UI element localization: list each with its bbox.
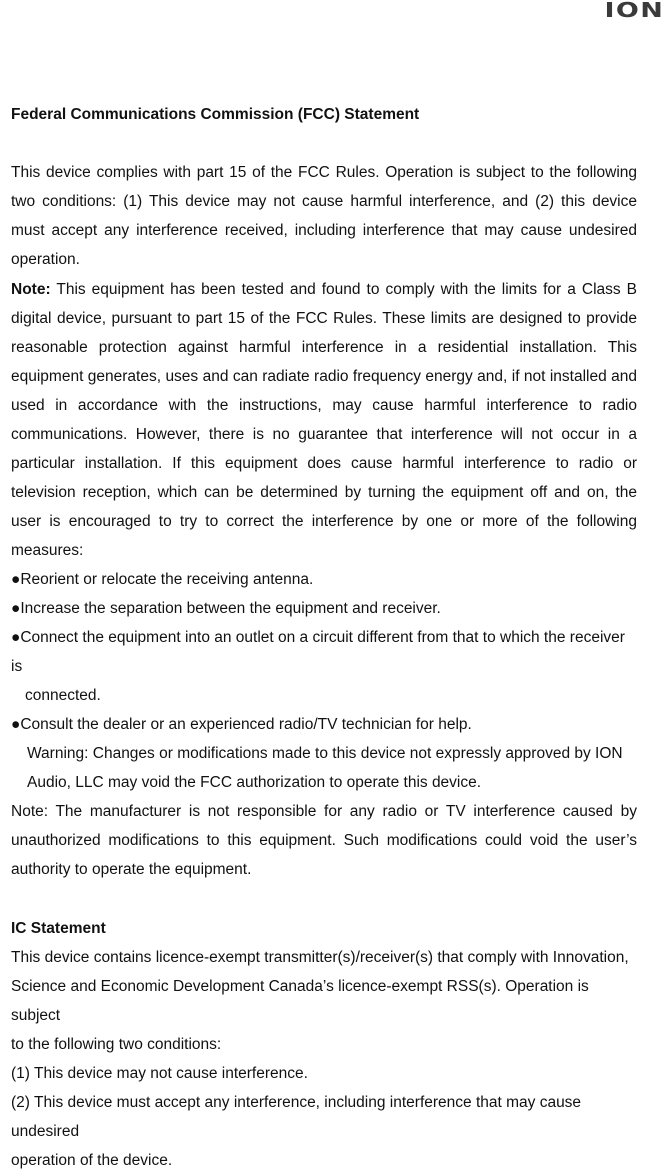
- note-text: This equipment has been tested and found to comply with the limits for a Class B digital device, pursuant to part 15 of the FCC Rules. These limits are designed to provide reasonable protection against harmful interference in a residential installation. This equipment generates, uses and can radiate radio frequency energy and, if not installed and used in accordance with the instructions, may cause harmful interference to radio communications. However, there is no guarantee that interference will not occur in a particular installation. If this equipment does cause harmful interference to radio or television reception, which can be determined by turning the equipment off and on, the user is encouraged to try to correct the interference by one or more of the following measures:: [11, 281, 637, 559]
- ic-condition-continuation: operation of the device.: [11, 1152, 173, 1169]
- note-label: Note:: [11, 281, 51, 298]
- fcc-intro-block: [11, 158, 637, 274]
- list-item: ●Connect the equipment into an outlet on a circuit different from that to which the receiver is: [11, 629, 625, 675]
- ic-text-line: to the following two conditions:: [11, 1036, 222, 1053]
- fcc-note-block: [11, 275, 637, 565]
- warning-line: Audio, LLC may void the FCC authorization to operate this device.: [27, 774, 482, 791]
- list-item: ●Increase the separation between the equipment and receiver.: [11, 600, 441, 617]
- ic-condition: (1) This device may not cause interference.: [11, 1065, 308, 1082]
- manufacturer-note: Note: The manufacturer is not responsible for any radio or TV interference caused by unauthorized modifications to this equipment. Such modifications could void the user’s authority to operate the equipment.: [11, 803, 637, 878]
- ic-section: [11, 914, 637, 1175]
- ic-text-line: Science and Economic Development Canada’s licence-exempt RSS(s). Operation is subject: [11, 978, 589, 1024]
- ic-condition: (2) This device must accept any interference, including interference that may cause undesired: [11, 1094, 582, 1140]
- fcc-heading: Federal Communications Commission (FCC) Statement: [11, 106, 420, 123]
- fcc-note-paragraph: [11, 275, 637, 565]
- list-item: ●Consult the dealer or an experienced radio/TV technician for help.: [11, 716, 472, 733]
- warning-block: [11, 739, 637, 884]
- fcc-intro-paragraph: This device complies with part 15 of the FCC Rules. Operation is subject to the following two conditions: (1) This device may not cause harmful interference, and (2) this device must accept any interference received, including interference that may cause undesired operation.: [11, 164, 637, 268]
- ion-logo: ION: [604, 0, 664, 22]
- list-item-continuation: connected.: [25, 687, 101, 704]
- ic-text-line: This device contains licence-exempt transmitter(s)/receiver(s) that comply with Innovation,: [11, 949, 629, 966]
- warning-line: Warning: Changes or modifications made to this device not expressly approved by ION: [27, 745, 623, 762]
- measures-list: [11, 565, 637, 739]
- list-item: ●Reorient or relocate the receiving antenna.: [11, 571, 314, 588]
- ic-heading: IC Statement: [11, 920, 106, 937]
- fcc-section: [11, 100, 637, 129]
